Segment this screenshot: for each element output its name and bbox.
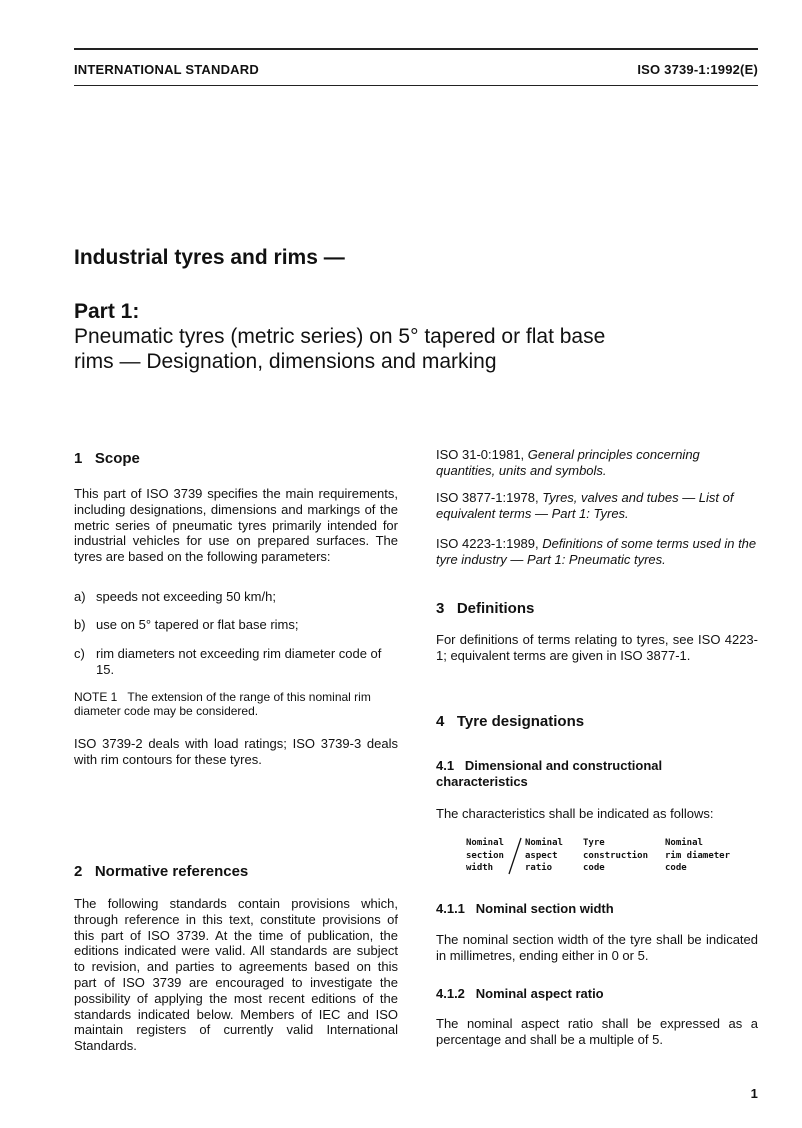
- table-cell: Nominal: [525, 838, 563, 848]
- document-title: Industrial tyres and rims —: [74, 246, 345, 269]
- definitions-paragraph: For definitions of terms relating to tyres, see ISO 4223-1; equivalent terms are given in ISO 3877-1.: [436, 632, 758, 663]
- table-cell: Nominal: [466, 838, 504, 848]
- reference-item: [436, 490, 758, 522]
- reference-item: [436, 447, 758, 479]
- section-3-heading: 3 Definitions: [436, 600, 535, 617]
- scope-paragraph: This part of ISO 3739 specifies the main requirements, including designations, dimensions and markings of the metric series of pneumatic tyres primarily intended for industrial vehicles for use on prepared surfaces. The tyres are based on the following parameters:: [74, 486, 398, 565]
- reference-code: ISO 3877-1:1978,: [436, 490, 539, 505]
- table-cell: width: [466, 863, 494, 873]
- scope-item-b: [74, 617, 398, 633]
- list-label: a): [74, 589, 86, 604]
- subsection-4-1-2-paragraph: The nominal aspect ratio shall be expressed as a percentage and shall be a multiple of 5.: [436, 1016, 758, 1047]
- table-cell: rim diameter: [665, 850, 731, 861]
- page-number: 1: [750, 1086, 758, 1101]
- subsection-4-1-1-heading: 4.1.1 Nominal section width: [436, 901, 614, 916]
- reference-code: ISO 31-0:1981,: [436, 447, 525, 462]
- header-left: INTERNATIONAL STANDARD: [74, 62, 259, 77]
- list-text: speeds not exceeding 50 km/h;: [96, 589, 276, 604]
- header-rule-bottom: [74, 85, 758, 86]
- scope-item-a: [74, 589, 398, 605]
- scope-paragraph-2: ISO 3739-2 deals with load ratings; ISO 3739-3 deals with rim contours for these tyres.: [74, 736, 398, 767]
- header-rule-top: [74, 48, 758, 50]
- table-cell: Tyre: [583, 838, 605, 848]
- designation-col-nominal-section-width: [466, 837, 504, 875]
- note-text: The extension of the range of this nominal rim diameter code may be considered.: [74, 690, 371, 718]
- table-cell: code: [665, 863, 687, 873]
- subsection-4-1-line-1: 4.1 Dimensional and constructional: [436, 758, 663, 773]
- note-label: NOTE 1: [74, 690, 118, 704]
- table-cell: Nominal: [665, 838, 703, 848]
- subsection-4-1-heading: [436, 758, 662, 790]
- table-cell: aspect: [525, 850, 558, 861]
- subtitle-line-2: rims — Designation, dimensions and marking: [74, 350, 497, 373]
- list-label: b): [74, 617, 86, 632]
- section-2-heading: 2 Normative references: [74, 863, 249, 880]
- subtitle-line-1: Pneumatic tyres (metric series) on 5° tapered or flat base: [74, 325, 606, 348]
- list-label: c): [74, 646, 85, 661]
- reference-title: General principles concerning quantities, units and symbols.: [436, 447, 700, 478]
- table-cell: section: [466, 850, 504, 861]
- reference-title: Tyres, valves and tubes — List of equivalent terms — Part 1: Tyres.: [436, 490, 734, 521]
- table-cell: construction: [583, 850, 649, 861]
- subsection-4-1-2-heading: 4.1.2 Nominal aspect ratio: [436, 986, 604, 1001]
- part-label: Part 1:: [74, 300, 140, 323]
- list-text: use on 5° tapered or flat base rims;: [96, 617, 299, 632]
- reference-title: Definitions of some terms used in the tyre industry — Part 1: Pneumatic tyres.: [436, 536, 757, 567]
- list-text: rim diameters not exceeding rim diameter code of 15.: [96, 646, 382, 677]
- reference-code: ISO 4223-1:1989,: [436, 536, 539, 551]
- designation-col-tyre-construction-code: [583, 837, 648, 875]
- designation-col-nominal-rim-diameter-code: [665, 837, 730, 875]
- table-cell: code: [583, 863, 605, 873]
- subsection-4-1-1-paragraph: The nominal section width of the tyre shall be indicated in millimetres, ending either in 0 or 5.: [436, 932, 758, 963]
- scope-item-c: [74, 646, 398, 678]
- scope-note: [74, 690, 398, 718]
- section-1-heading: 1 Scope: [74, 450, 140, 467]
- normative-paragraph: The following standards contain provisions which, through reference in this text, constitute provisions of this part of ISO 3739. At the time of publication, the editions indicated were valid. All standards are subject to revision, and parties to agreements based on this part of ISO 3739 are encouraged to investigate the possibility of applying the most recent editions of the standards indicated below. Members of IEC and ISO maintain registers of currently valid International Standards.: [74, 896, 398, 1054]
- slash-separator-icon: [506, 836, 524, 876]
- reference-item: [436, 536, 758, 568]
- section-4-heading: 4 Tyre designations: [436, 713, 585, 730]
- table-cell: ratio: [525, 863, 553, 873]
- designation-col-nominal-aspect-ratio: [525, 837, 563, 875]
- header-right: ISO 3739-1:1992(E): [637, 62, 758, 77]
- subsection-4-1-line-2: characteristics: [436, 774, 528, 789]
- subsection-4-1-paragraph: The characteristics shall be indicated as follows:: [436, 806, 714, 821]
